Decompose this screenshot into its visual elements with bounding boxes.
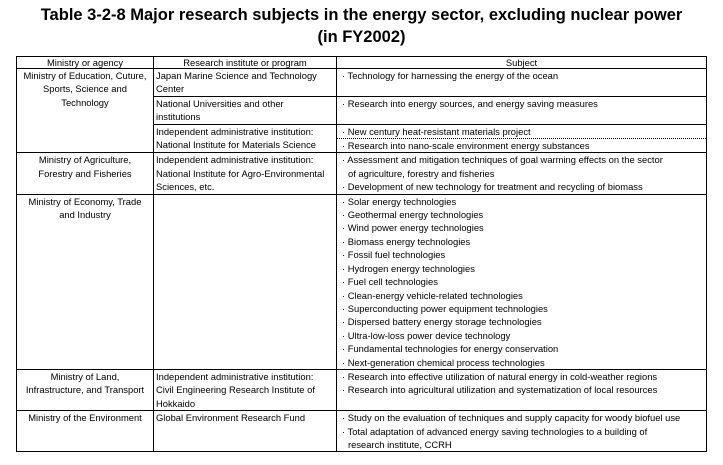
institute-line: Hokkaido xyxy=(156,397,196,409)
table-row xyxy=(17,194,707,369)
subject-line: · Superconducting power equipment technologies xyxy=(342,302,548,314)
institute-line: Japan Marine Science and Technology xyxy=(156,70,317,81)
table-row xyxy=(17,153,707,194)
subject-line: · Solar energy technologies xyxy=(342,195,457,207)
table-row xyxy=(17,411,707,452)
subject-cell xyxy=(337,194,707,369)
agency-line: Forestry and Fisheries xyxy=(38,167,132,179)
institute-ceri xyxy=(154,369,337,410)
institute-line: Sciences, etc. xyxy=(156,181,215,193)
subject-line: · Hydrogen energy technologies xyxy=(342,262,475,274)
subject-line: · Fossil fuel technologies xyxy=(342,249,446,261)
institute-line: Global Environment Research Fund xyxy=(156,412,306,424)
institute-line: institutions xyxy=(156,111,201,123)
institute-line: National Universities and other xyxy=(156,97,284,109)
institute-line: Independent administrative institution: xyxy=(156,370,314,382)
agency-line: Sports, Science and xyxy=(43,83,127,95)
table-title: Table 3-2-8 Major research subjects in the energy sector, excluding nuclear power xyxy=(40,6,683,24)
subject-cell xyxy=(337,96,707,124)
subject-line: · Technology for harnessing the energy of the ocean xyxy=(342,70,559,81)
subject-line: · New century heat-resistant materials project xyxy=(342,125,531,137)
subject-line: · Fundamental technologies for energy conservation xyxy=(342,343,559,355)
subject-line: · Next-generation chemical process technologies xyxy=(342,356,545,368)
table-title-year: (in FY2002) xyxy=(317,28,406,46)
agency-line: Ministry of Education, Cuture, xyxy=(23,70,147,81)
agency-line: Infrastructure, and Transport xyxy=(25,384,145,396)
institute-line: Independent administrative institution: xyxy=(156,125,314,137)
agency-moe xyxy=(17,411,154,452)
table-row xyxy=(17,369,707,410)
agency-line: Ministry of Land, xyxy=(50,370,120,382)
institute-line: National Institute for Materials Science xyxy=(156,139,316,151)
subject-line: · Clean-energy vehicle-related technologies xyxy=(342,289,523,301)
institute-jamstec xyxy=(154,69,337,97)
subject-line: · Research into energy sources, and energy saving measures xyxy=(342,97,598,109)
institute-nims xyxy=(154,124,337,153)
institute-line: National Institute for Agro-Environmental xyxy=(156,167,325,179)
subject-line: · Biomass energy technologies xyxy=(342,235,471,247)
agency-mlit xyxy=(17,369,154,410)
subject-line: · Fuel cell technologies xyxy=(342,276,438,288)
header-row xyxy=(17,57,707,69)
header-institute: Research institute or program xyxy=(154,57,337,69)
institute-niaes xyxy=(154,153,337,194)
agency-meti xyxy=(17,194,154,369)
institute-line: Center xyxy=(156,83,185,95)
institute-line: Independent administrative institution: xyxy=(156,154,314,166)
institute-gerf xyxy=(154,411,337,452)
header-subject: Subject xyxy=(337,57,707,69)
agency-line: and Industry xyxy=(59,209,111,221)
subject-line: · Assessment and mitigation techniques of goal warming effects on the sector xyxy=(342,154,663,166)
institute-universities xyxy=(154,96,337,124)
research-subjects-table xyxy=(16,56,707,452)
subject-cell xyxy=(337,69,707,97)
subject-line: · Dispersed battery energy storage technologies xyxy=(342,316,542,328)
subject-line: research institute, CCRH xyxy=(348,438,452,450)
subject-line: · Research into agricultural utilization and systematization of local resources xyxy=(342,384,658,396)
subject-cell xyxy=(337,411,707,452)
subject-cell xyxy=(337,139,707,153)
header-agency: Ministry or agency xyxy=(17,57,154,69)
subject-line: · Research into effective utilization of natural energy in cold-weather regions xyxy=(342,370,658,382)
subject-line: · Study on the evaluation of techniques and supply capacity for woody biofuel use xyxy=(342,412,681,424)
agency-mext xyxy=(17,69,154,153)
subject-line: · Ultra-low-loss power device technology xyxy=(342,329,511,341)
subject-line: · Total adaptation of advanced energy saving technologies to a building of xyxy=(342,425,648,437)
agency-line: Ministry of Agriculture, xyxy=(38,154,132,166)
agency-line: Technology xyxy=(61,96,109,108)
institute-meti-empty xyxy=(154,194,337,369)
table-row xyxy=(17,69,707,97)
subject-line: of agriculture, forestry and fisheries xyxy=(348,167,495,179)
agency-line: Ministry of the Environment xyxy=(28,412,142,424)
subject-line: · Geothermal energy technologies xyxy=(342,209,484,221)
subject-cell xyxy=(337,369,707,410)
subject-cell xyxy=(337,153,707,194)
subject-line: · Research into nano-scale environment energy substances xyxy=(342,140,590,152)
subject-line: · Development of new technology for treatment and recycling of biomass xyxy=(342,181,643,193)
institute-line: Civil Engineering Research Institute of xyxy=(156,384,315,396)
agency-maff xyxy=(17,153,154,194)
subject-line: · Wind power energy technologies xyxy=(342,222,484,234)
subject-cell xyxy=(337,124,707,138)
agency-line: Ministry of Economy, Trade xyxy=(28,195,142,207)
